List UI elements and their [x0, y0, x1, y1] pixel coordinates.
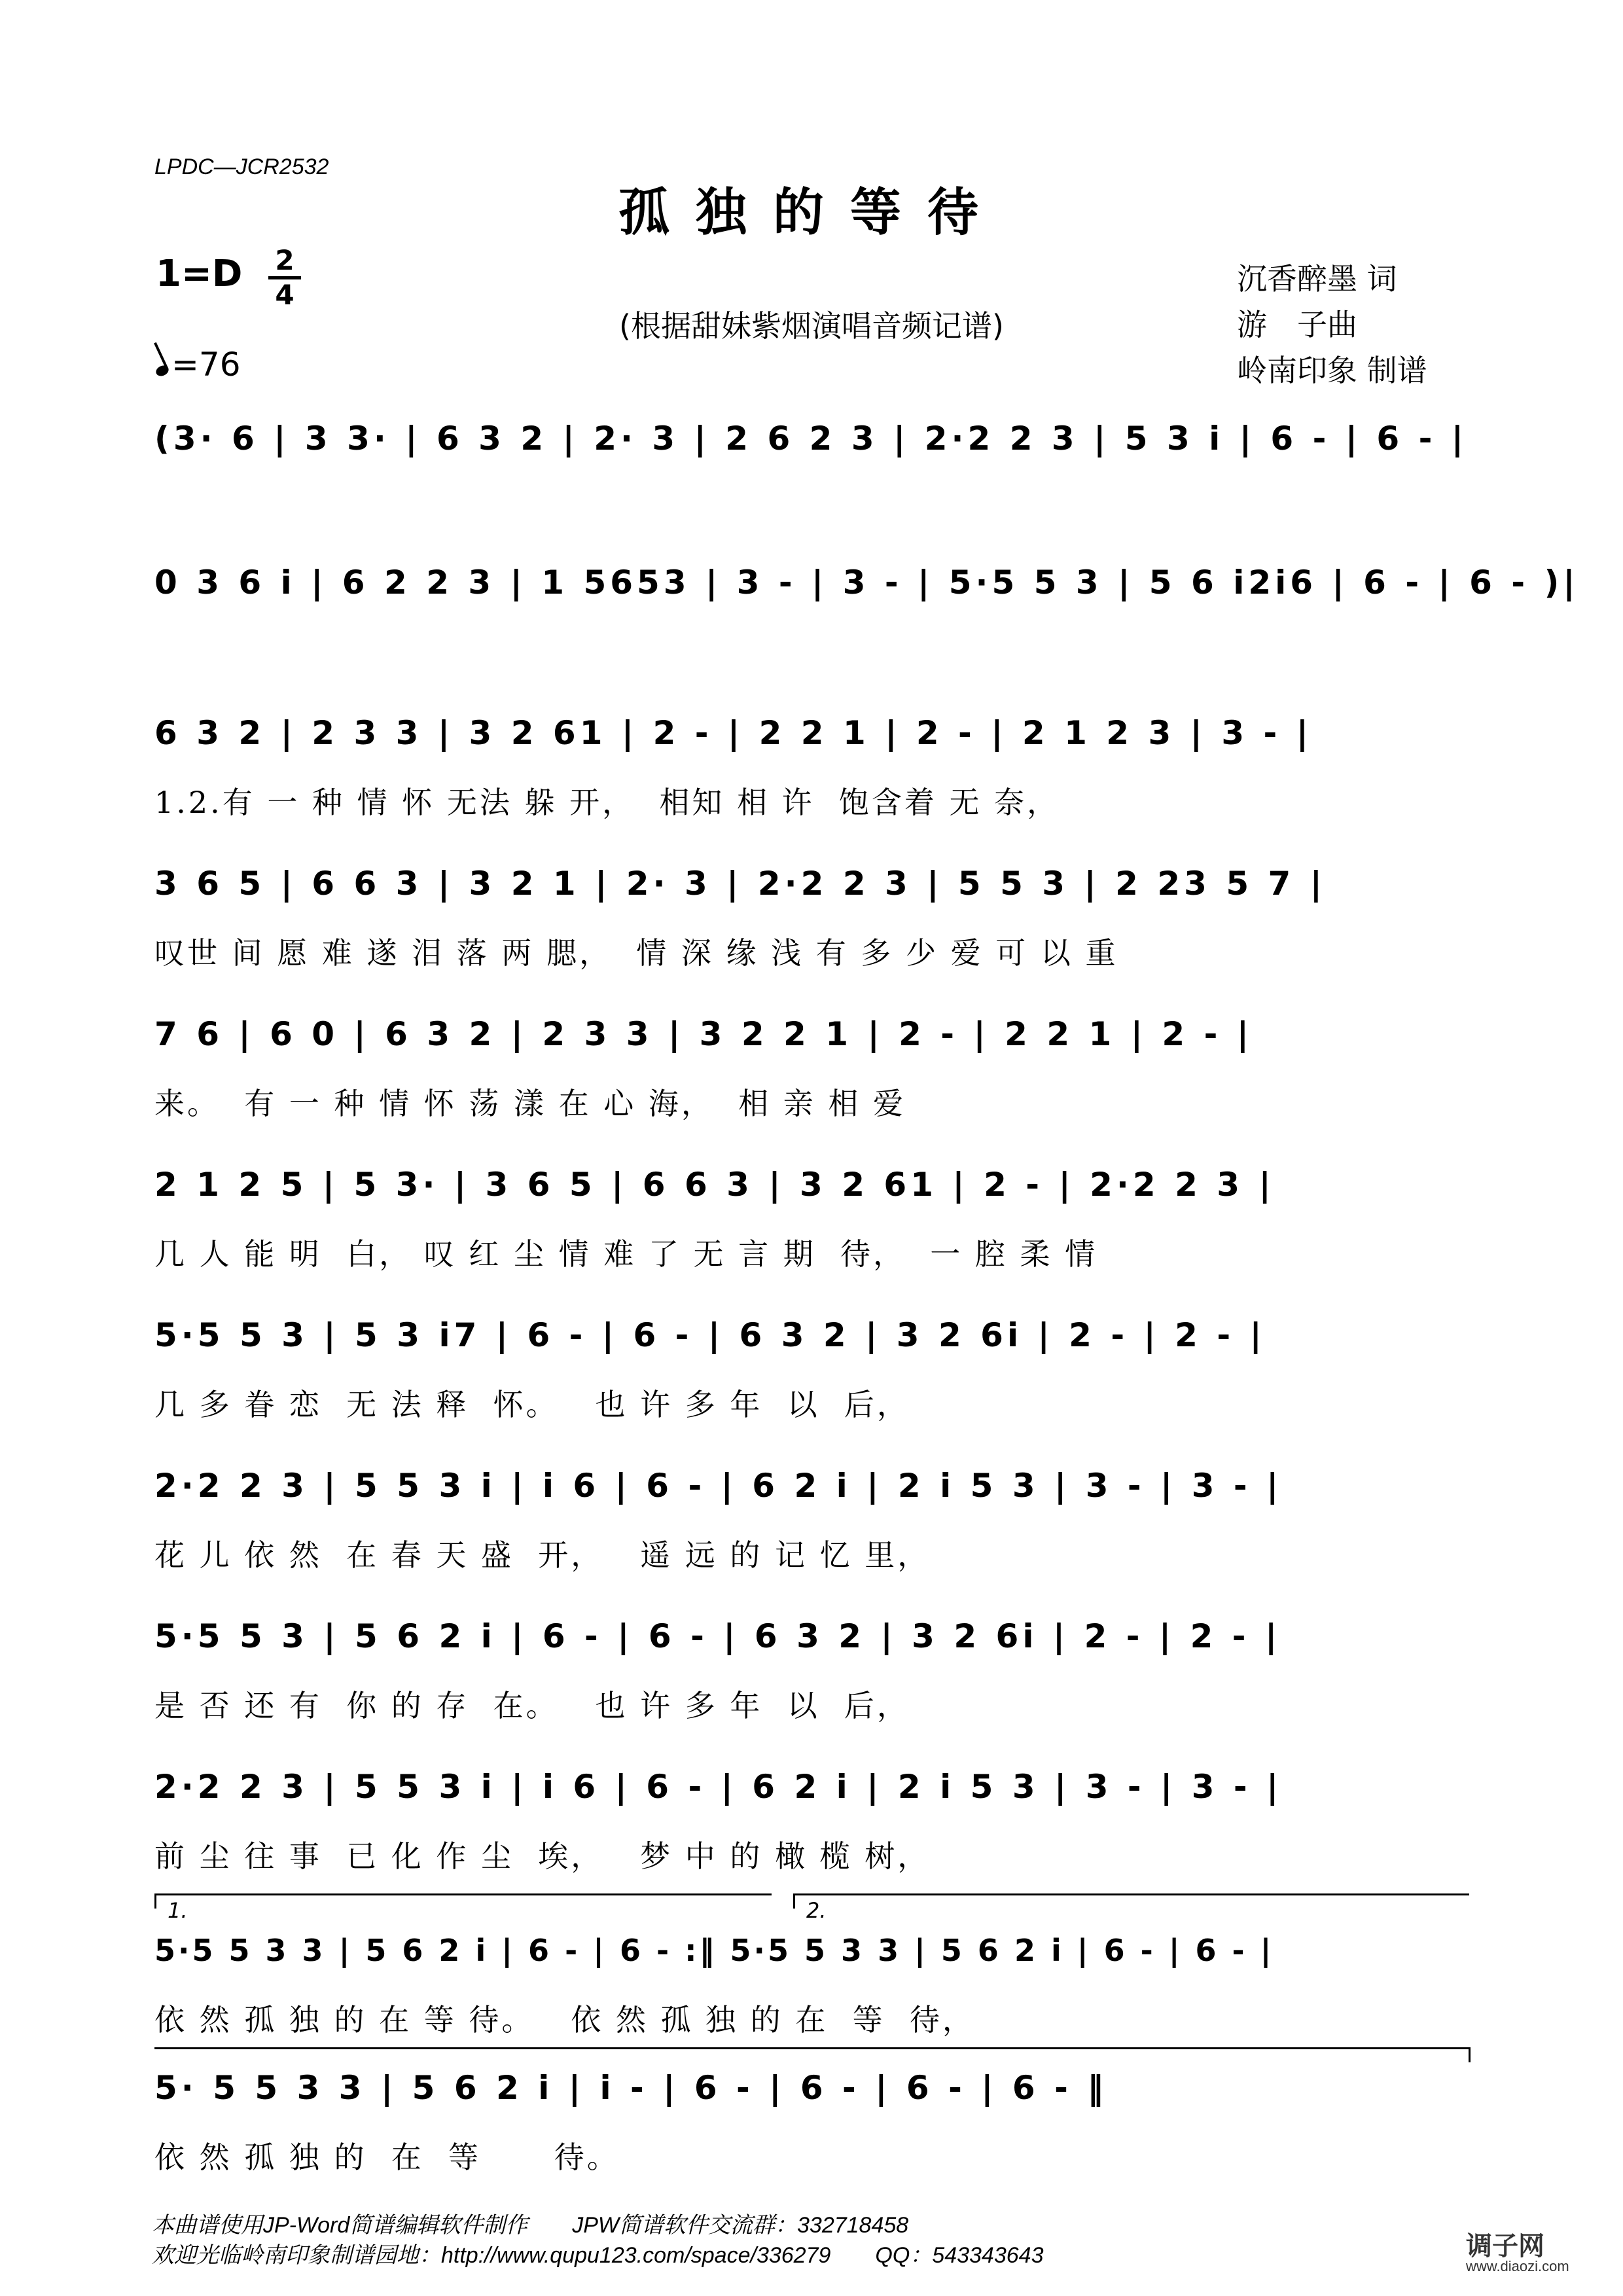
watermark-url: www.diaozi.com [1466, 2258, 1569, 2274]
staff-7 [154, 1316, 1469, 1470]
staff-notes: 3 6 5 | 6 6 3 | 3 2 1 | 2· 3 | 2·2 2 3 | 5 5 3 | 2 23 5 7 | [154, 865, 1326, 903]
staff-12 [154, 2068, 1469, 2199]
volta-label-1: 1. [168, 1898, 188, 1923]
staff-8 [154, 1466, 1469, 1621]
staff-6 [154, 1165, 1469, 1319]
key-signature: 1=D [156, 253, 243, 295]
staff-notes: 5·5 5 3 | 5 6 2 i | 6 - | 6 - | 6 3 2 | 3 2 6i | 2 - | 2 - | [154, 1617, 1281, 1655]
staff-notes: 2·2 2 3 | 5 5 3 i | i 6 | 6 - | 6 2 i | 2 i 5 3 | 3 - | 3 - | [154, 1768, 1283, 1806]
staff-lyrics: 花 儿 依 然 在 春 天 盛 开， 遥 远 的 记 忆 里， [154, 1537, 931, 1573]
staff-lyrics: 前 尘 往 事 已 化 作 尘 埃， 梦 中 的 橄 榄 树， [154, 1839, 931, 1874]
staff-notes: 2·2 2 3 | 5 5 3 i | i 6 | 6 - | 6 2 i | 2 i 5 3 | 3 - | 3 - | [154, 1467, 1283, 1505]
staff-notes: 2 1 2 5 | 5 3· | 3 6 5 | 6 6 3 | 3 2 61 | 2 - | 2·2 2 3 | [154, 1166, 1275, 1204]
staff-lyrics: 几 多 眷 恋 无 法 释 怀。 也 许 多 年 以 后， [154, 1387, 910, 1422]
staff-lyrics: 是 否 还 有 你 的 存 在。 也 许 多 年 以 后， [154, 1688, 910, 1723]
volta-bracket-1 [154, 1893, 772, 1909]
watermark-logo: 调子网 [1466, 2231, 1544, 2261]
footer-line-1: 本曲谱使用JP-Word简谱编辑软件制作 JPW简谱软件交流群：332718458 [152, 2213, 909, 2238]
staff-4 [154, 864, 1469, 1018]
staff-2 [154, 563, 1579, 717]
staff-lyrics: 1.2.有 一 种 情 怀 无法 躲 开， 相知 相 许 饱含着 无 奈， [154, 785, 1060, 820]
tempo-marking [156, 346, 241, 384]
time-sig-top: 2 [275, 244, 294, 276]
tempo-value: =76 [171, 346, 241, 384]
staff-notes: (3· 6 | 3 3· | 6 3 2 | 2· 3 | 2 6 2 3 | 2·2 2 3 | 5 3 i | 6 - | 6 - | [154, 420, 1468, 457]
staff-5 [154, 1014, 1469, 1169]
staff-notes: 7 6 | 6 0 | 6 3 2 | 2 3 3 | 3 2 2 1 | 2 - | 2 2 1 | 2 - | [154, 1015, 1253, 1053]
volta-bracket-2 [793, 1893, 1469, 1909]
staff-lyrics: 依 然 孤 独 的 在 等 待。 [154, 2140, 620, 2175]
transcriber-credit: 岭南印象 制谱 [1237, 353, 1427, 388]
coda-bracket [154, 2047, 1471, 2062]
footer-line-2: 欢迎光临岭南印象制谱园地：http://www.qupu123.com/space/336279 QQ：543343643 [152, 2243, 1044, 2268]
staff-notes: 6 3 2 | 2 3 3 | 3 2 61 | 2 - | 2 2 1 | 2 - | 2 1 2 3 | 3 - | [154, 714, 1312, 752]
staff-9 [154, 1617, 1469, 1771]
quarter-note-icon [154, 363, 170, 378]
staff-lyrics: 来。 有 一 种 情 怀 荡 漾 在 心 海， 相 亲 相 爱 [154, 1086, 906, 1121]
time-signature [268, 246, 301, 310]
composer-credit: 游 子曲 [1237, 307, 1357, 342]
page-title: 孤独的等待 [618, 183, 1005, 242]
staff-3 [154, 713, 1469, 868]
subtitle: (根据甜妹紫烟演唱音频记谱) [619, 308, 1004, 344]
staff-notes: 5·5 5 3 3 | 5 6 2 i | 6 - | 6 - :‖ 5·5 5 3 3 | 5 6 2 i | 6 - | 6 - | [154, 1933, 1274, 1968]
staff-notes: 5·5 5 3 | 5 3 i7 | 6 - | 6 - | 6 3 2 | 3 2 6i | 2 - | 2 - | [154, 1316, 1266, 1354]
volta-label-2: 2. [806, 1898, 827, 1923]
staff-notes: 5· 5 5 3 3 | 5 6 2 i | i - | 6 - | 6 - | 6 - | 6 - ‖ [154, 2069, 1108, 2107]
time-sig-bottom: 4 [275, 279, 294, 311]
score-code: LPDC—JCR2532 [154, 154, 329, 179]
staff-lyrics: 叹世 间 愿 难 遂 泪 落 两 腮， 情 深 缘 浅 有 多 少 爱 可 以 重 [154, 935, 1118, 971]
staff-notes: 0 3 6 i | 6 2 2 3 | 1 5653 | 3 - | 3 - | 5·5 5 3 | 5 6 i2i6 | 6 - | 6 - )| [154, 564, 1579, 601]
lyricist-credit: 沉香醉墨 词 [1237, 261, 1397, 296]
staff-1 [154, 419, 1469, 573]
staff-lyrics: 依 然 孤 独 的 在 等 待。 依 然 孤 独 的 在 等 待， [154, 2002, 975, 2037]
staff-lyrics: 几 人 能 明 白， 叹 红 尘 情 难 了 无 言 期 待， 一 腔 柔 情 [154, 1236, 1098, 1272]
